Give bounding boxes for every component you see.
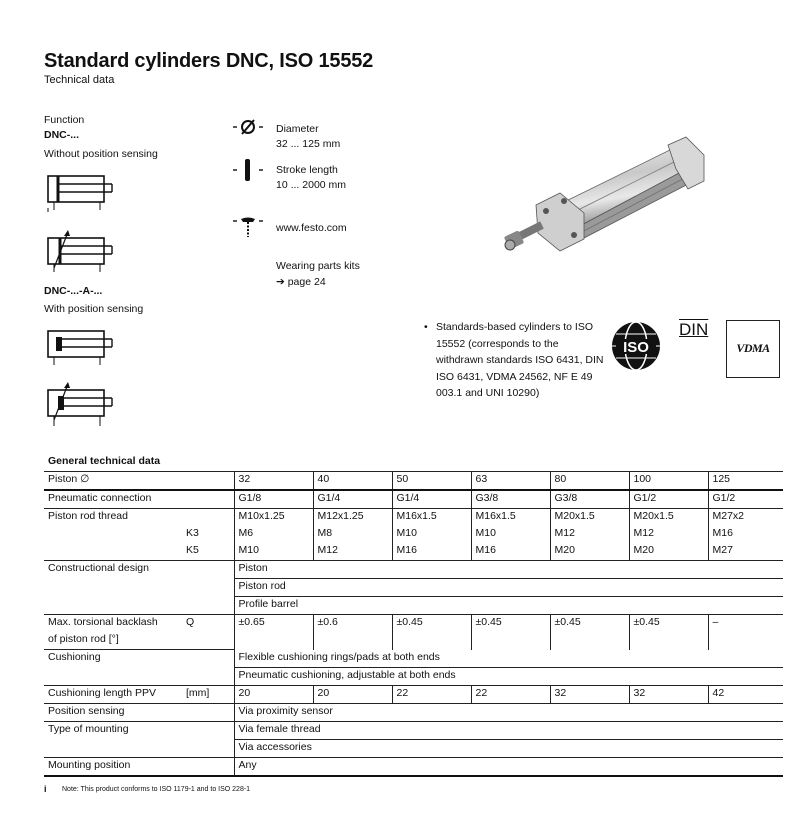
pneumatic-cell: G1/4 (313, 490, 392, 509)
table-row-position-sensing (44, 703, 783, 721)
footer-note: Note: This product conforms to ISO 1179-1 and to ISO 228-1 (62, 786, 251, 793)
table-row-construct (44, 561, 783, 579)
backlash-cell: – (708, 615, 783, 650)
pos-sensing-cell: Via proximity sensor (234, 703, 783, 721)
mounting-label: Type of mounting (48, 722, 129, 735)
k5-cell: M12 (313, 543, 392, 561)
iso-logo-text: ISO (623, 339, 649, 356)
size-cell: 80 (550, 472, 629, 491)
k3-cell: M12 (629, 526, 708, 543)
cushioning-cell: Pneumatic cushioning, adjustable at both ends (234, 667, 783, 685)
function-label: Function (44, 114, 85, 126)
mounting-cell: Via female thread (234, 721, 783, 739)
technical-data-table (44, 454, 783, 777)
table-row-pneumatic (44, 490, 783, 509)
k5-cell: M16 (471, 543, 550, 561)
stroke-label: Stroke length (276, 164, 338, 176)
cylinder-sensing-cushioned-symbol-icon (44, 380, 116, 430)
cylinder-sensing-symbol-icon (44, 325, 116, 367)
cush-len-unit: [mm] (182, 685, 234, 703)
wearing-parts-label: Wearing parts kits (276, 260, 360, 272)
backlash-cell: ±0.45 (471, 615, 550, 650)
pos-sensing-label: Position sensing (44, 703, 234, 721)
rod-thread-cell: M16x1.5 (392, 509, 471, 527)
standards-bullet (424, 319, 604, 402)
mounting-cell: Via accessories (234, 739, 783, 757)
size-cell: 100 (629, 472, 708, 491)
table-row-rod-thread (44, 509, 783, 527)
stroke-length-icon (233, 157, 263, 183)
pneumatic-cell: G3/8 (471, 490, 550, 509)
cylinder-symbol-icon (44, 170, 116, 212)
info-icon: i (44, 784, 47, 794)
k3-cell: M6 (234, 526, 313, 543)
variant1-code: DNC-... (44, 129, 79, 141)
construct-cell: Profile barrel (234, 597, 783, 615)
rod-thread-cell: M16x1.5 (471, 509, 550, 527)
cushioning-cell: Flexible cushioning rings/pads at both ends (234, 650, 783, 668)
rod-thread-label: Piston rod thread (48, 510, 128, 522)
table-row-cushioning-2 (44, 667, 783, 685)
size-cell: 40 (313, 472, 392, 491)
k3-label: K3 (186, 527, 199, 539)
page-subtitle: Technical data (44, 74, 115, 86)
table-row-mount-position (44, 757, 783, 776)
construct-cell: Piston (234, 561, 783, 579)
size-cell: 63 (471, 472, 550, 491)
rod-thread-cell: M27x2 (708, 509, 783, 527)
website-link[interactable]: www.festo.com (276, 222, 347, 234)
k3-cell: M12 (550, 526, 629, 543)
k5-cell: M16 (392, 543, 471, 561)
backlash-label: Max. torsional backlash (48, 616, 158, 628)
diameter-value: 32 ... 125 mm (276, 138, 341, 150)
k3-cell: M8 (313, 526, 392, 543)
pneumatic-cell: G1/2 (708, 490, 783, 509)
size-cell: 32 (234, 472, 313, 491)
cush-len-cell: 32 (550, 685, 629, 703)
table-row-construct-2 (44, 579, 783, 597)
rod-thread-cell: M20x1.5 (629, 509, 708, 527)
table-row-mounting-2 (44, 739, 783, 757)
pneumatic-cell: G1/2 (629, 490, 708, 509)
product-image (498, 135, 708, 270)
table-row-construct-3 (44, 597, 783, 615)
backlash-symbol: Q (186, 616, 195, 628)
table-row-k3 (44, 526, 783, 543)
backlash-cell: ±0.45 (392, 615, 471, 650)
variant1-desc: Without position sensing (44, 148, 158, 160)
table-row-cushion-length (44, 685, 783, 703)
table-heading: General technical data (48, 455, 161, 467)
cush-len-cell: 32 (629, 685, 708, 703)
backlash-cell: ±0.45 (629, 615, 708, 650)
k3-cell: M16 (708, 526, 783, 543)
backlash-label-2: of piston rod [°] (44, 632, 234, 650)
variant2-code: DNC-...-A-... (44, 285, 103, 297)
mount-pos-label: Mounting position (44, 757, 234, 776)
cush-len-cell: 20 (234, 685, 313, 703)
rod-thread-cell: M10x1.25 (234, 509, 313, 527)
table-row-mounting (44, 721, 783, 739)
pneumatic-cell: G3/8 (550, 490, 629, 509)
construct-cell: Piston rod (234, 579, 783, 597)
wearing-parts-link[interactable]: ➔ page 24 (276, 276, 326, 288)
diameter-label: Diameter (276, 123, 319, 135)
k5-label: K5 (182, 543, 234, 561)
din-logo: DIN (679, 320, 709, 339)
k5-cell: M20 (629, 543, 708, 561)
k3-cell: M10 (471, 526, 550, 543)
variant2-desc: With position sensing (44, 303, 144, 315)
construct-label: Constructional design (48, 562, 149, 574)
pneumatic-label: Pneumatic connection (44, 490, 234, 509)
cushioning-label: Cushioning (48, 651, 101, 663)
table-row-backlash (44, 615, 783, 633)
backlash-cell: ±0.45 (550, 615, 629, 650)
k3-cell: M10 (392, 526, 471, 543)
iso-logo-icon (610, 320, 662, 377)
table-row-cushioning (44, 650, 783, 668)
rod-thread-cell: M20x1.5 (550, 509, 629, 527)
standards-text: Standards-based cylinders to ISO 15552 (corresponds to the withdrawn standards ISO 6431, DIN ISO 6431, VDMA 24562, NF E 49 003.1 and UNI 10290) (436, 321, 604, 399)
piston-label: Piston ∅ (44, 472, 234, 491)
cush-len-label: Cushioning length PPV (44, 685, 182, 703)
mount-pos-cell: Any (234, 757, 783, 776)
cush-len-cell: 22 (392, 685, 471, 703)
cush-len-cell: 42 (708, 685, 783, 703)
table-row-piston (44, 472, 783, 491)
cylinder-cushioned-symbol-icon (44, 228, 116, 278)
backlash-cell: ±0.6 (313, 615, 392, 650)
backlash-cell: ±0.65 (234, 615, 313, 650)
cush-len-cell: 20 (313, 685, 392, 703)
k5-cell: M27 (708, 543, 783, 561)
bullet-icon: • (424, 321, 428, 333)
size-cell: 50 (392, 472, 471, 491)
k5-cell: M10 (234, 543, 313, 561)
pneumatic-cell: G1/8 (234, 490, 313, 509)
website-icon (233, 216, 263, 238)
vdma-logo (726, 320, 780, 378)
size-cell: 125 (708, 472, 783, 491)
diameter-icon (233, 119, 263, 135)
k5-cell: M20 (550, 543, 629, 561)
vdma-logo-text: VDMA (736, 341, 770, 355)
rod-thread-cell: M12x1.25 (313, 509, 392, 527)
pneumatic-cell: G1/4 (392, 490, 471, 509)
cush-len-cell: 22 (471, 685, 550, 703)
page-title: Standard cylinders DNC, ISO 15552 (44, 50, 374, 72)
table-row-k5 (44, 543, 783, 561)
stroke-value: 10 ... 2000 mm (276, 179, 347, 191)
